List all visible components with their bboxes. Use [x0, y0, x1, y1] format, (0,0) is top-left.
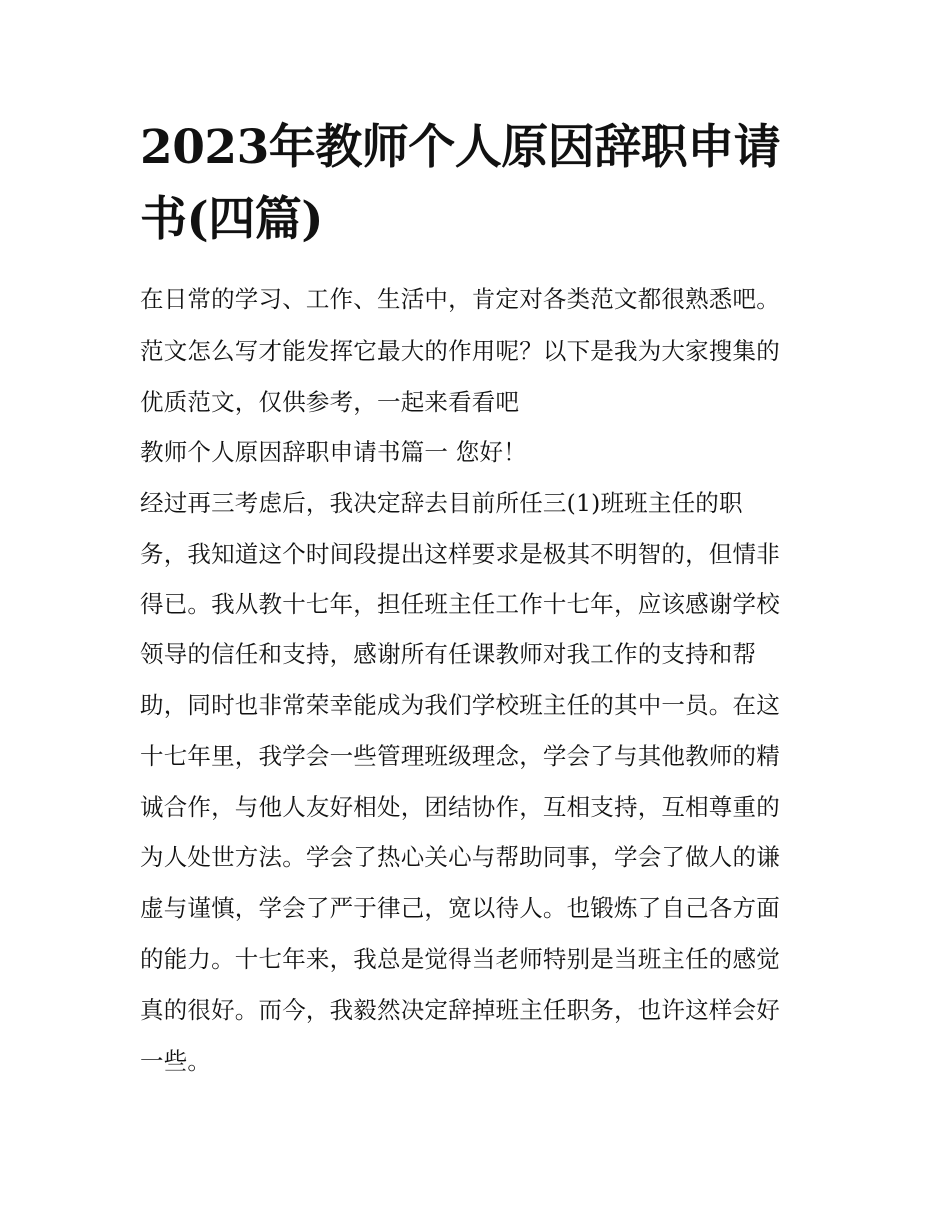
document-title: 2023年教师个人原因辞职申请书(四篇): [140, 120, 781, 247]
text-line: 一些。: [140, 1047, 212, 1075]
text-line: 得已。我从教十七年，担任班主任工作十七年，应该感谢学校: [140, 590, 780, 618]
text-line: 优质范文，仅供参考，一起来看看吧: [140, 388, 520, 416]
text-line: 范文怎么写才能发挥它最大的作用呢？以下是我为大家搜集的: [140, 337, 780, 365]
text-line: 诚合作，与他人友好相处，团结协作，互相支持，互相尊重的: [140, 793, 780, 821]
text-line: 经过再三考虑后，我决定辞去目前所任三(1)班班主任的职: [140, 489, 743, 517]
text-line: 领导的信任和支持，感谢所有任课教师对我工作的支持和帮: [140, 640, 757, 668]
text-line: 教师个人原因辞职申请书篇一 您好！: [140, 438, 527, 466]
text-line: 真的很好。而今，我毅然决定辞掉班主任职务，也许这样会好: [140, 996, 780, 1024]
text-line: 在日常的学习、工作、生活中，肯定对各类范文都很熟悉吧。: [140, 285, 780, 313]
text-line: 十七年里，我学会一些管理班级理念，学会了与其他教师的精: [140, 742, 780, 770]
text-line: 为人处世方法。学会了热心关心与帮助同事，学会了做人的谦: [140, 843, 780, 871]
text-line: 的能力。十七年来，我总是觉得当老师特别是当班主任的感觉: [140, 945, 780, 973]
text-line: 务，我知道这个时间段提出这样要求是极其不明智的，但情非: [140, 540, 780, 568]
document-page: [140, 0, 815, 1229]
text-line: 助，同时也非常荣幸能成为我们学校班主任的其中一员。在这: [140, 691, 780, 719]
text-line: 虚与谨慎，学会了严于律己，宽以待人。也锻炼了自己各方面: [140, 894, 780, 922]
